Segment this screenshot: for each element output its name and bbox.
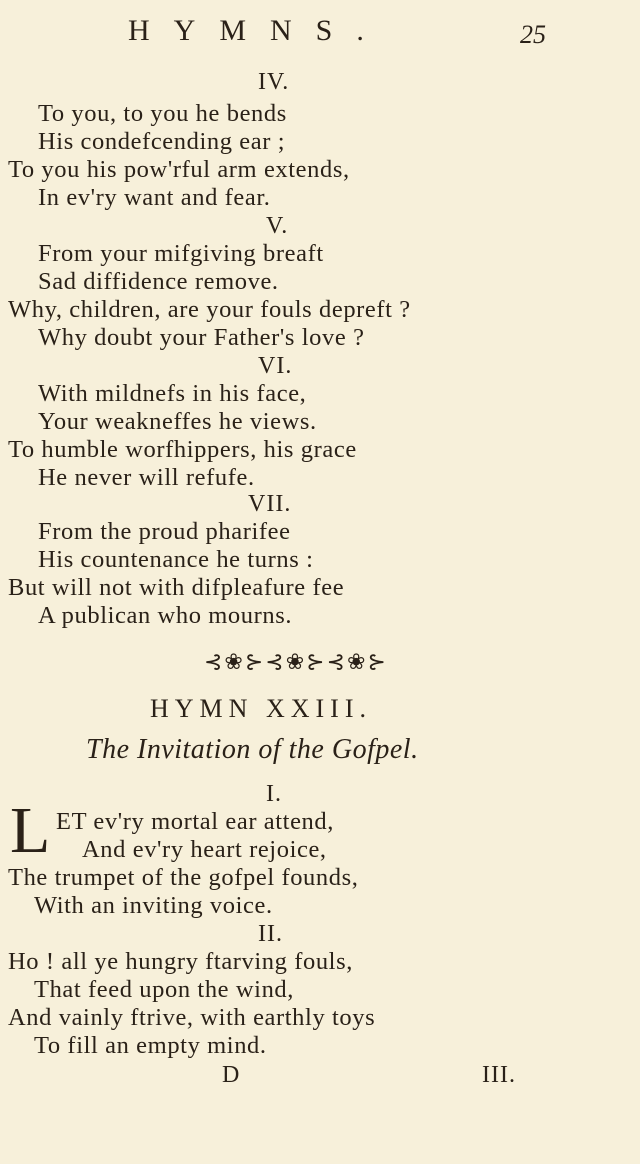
hymn-title: HYMN XXIII. [150,694,372,723]
verse-line: Ho ! all ye hungry ftarving fouls, [8,948,353,975]
ornament-divider: ⊰❀⊱⊰❀⊱⊰❀⊱ [204,650,388,675]
verse-line: His condefcending ear ; [38,128,286,155]
verse-line: The trumpet of the gofpel founds, [8,864,359,891]
verse-line: In ev'ry want and fear. [38,184,271,211]
stanza-numeral: V. [266,213,289,239]
verse-line: Your weakneffes he views. [38,408,317,435]
verse-line: Why doubt your Father's love ? [38,324,365,351]
stanza-numeral: I. [266,781,282,807]
drop-cap: L [10,794,51,867]
catchword: III. [482,1062,516,1088]
verse-line: From the proud pharifee [38,518,291,545]
verse-line: A publican who mourns. [38,602,293,629]
stanza-numeral: II. [258,921,283,947]
verse-line: Why, children, are your fouls depreft ? [8,296,411,323]
hymn-subtitle: The Invitation of the Gofpel. [86,734,419,765]
verse-line: His countenance he turns : [38,546,314,573]
verse-line: But will not with difpleafure fee [8,574,345,601]
verse-line: Sad diffidence remove. [38,268,279,295]
verse-line: With mildnefs in his face, [38,380,307,407]
verse-line: To you his pow'rful arm extends, [8,156,350,183]
verse-line: ET ev'ry mortal ear attend, [56,808,334,835]
stanza-numeral: VII. [248,491,292,517]
running-head: HYMNS. [128,14,388,47]
verse-line: To fill an empty mind. [34,1032,267,1059]
signature-mark: D [222,1062,240,1088]
stanza-numeral: VI. [258,353,293,379]
page-number: 25 [520,20,546,49]
verse-line: To you, to you he bends [38,100,287,127]
verse-line: To humble worfhippers, his grace [8,436,357,463]
verse-line: That feed upon the wind, [34,976,295,1003]
stanza-numeral: IV. [258,69,290,95]
verse-line: With an inviting voice. [34,892,273,919]
verse-line: And vainly ftrive, with earthly toys [8,1004,376,1031]
verse-line: From your mifgiving breaft [38,240,324,267]
verse-line: And ev'ry heart rejoice, [82,836,327,863]
verse-line: He never will refufe. [38,464,255,491]
